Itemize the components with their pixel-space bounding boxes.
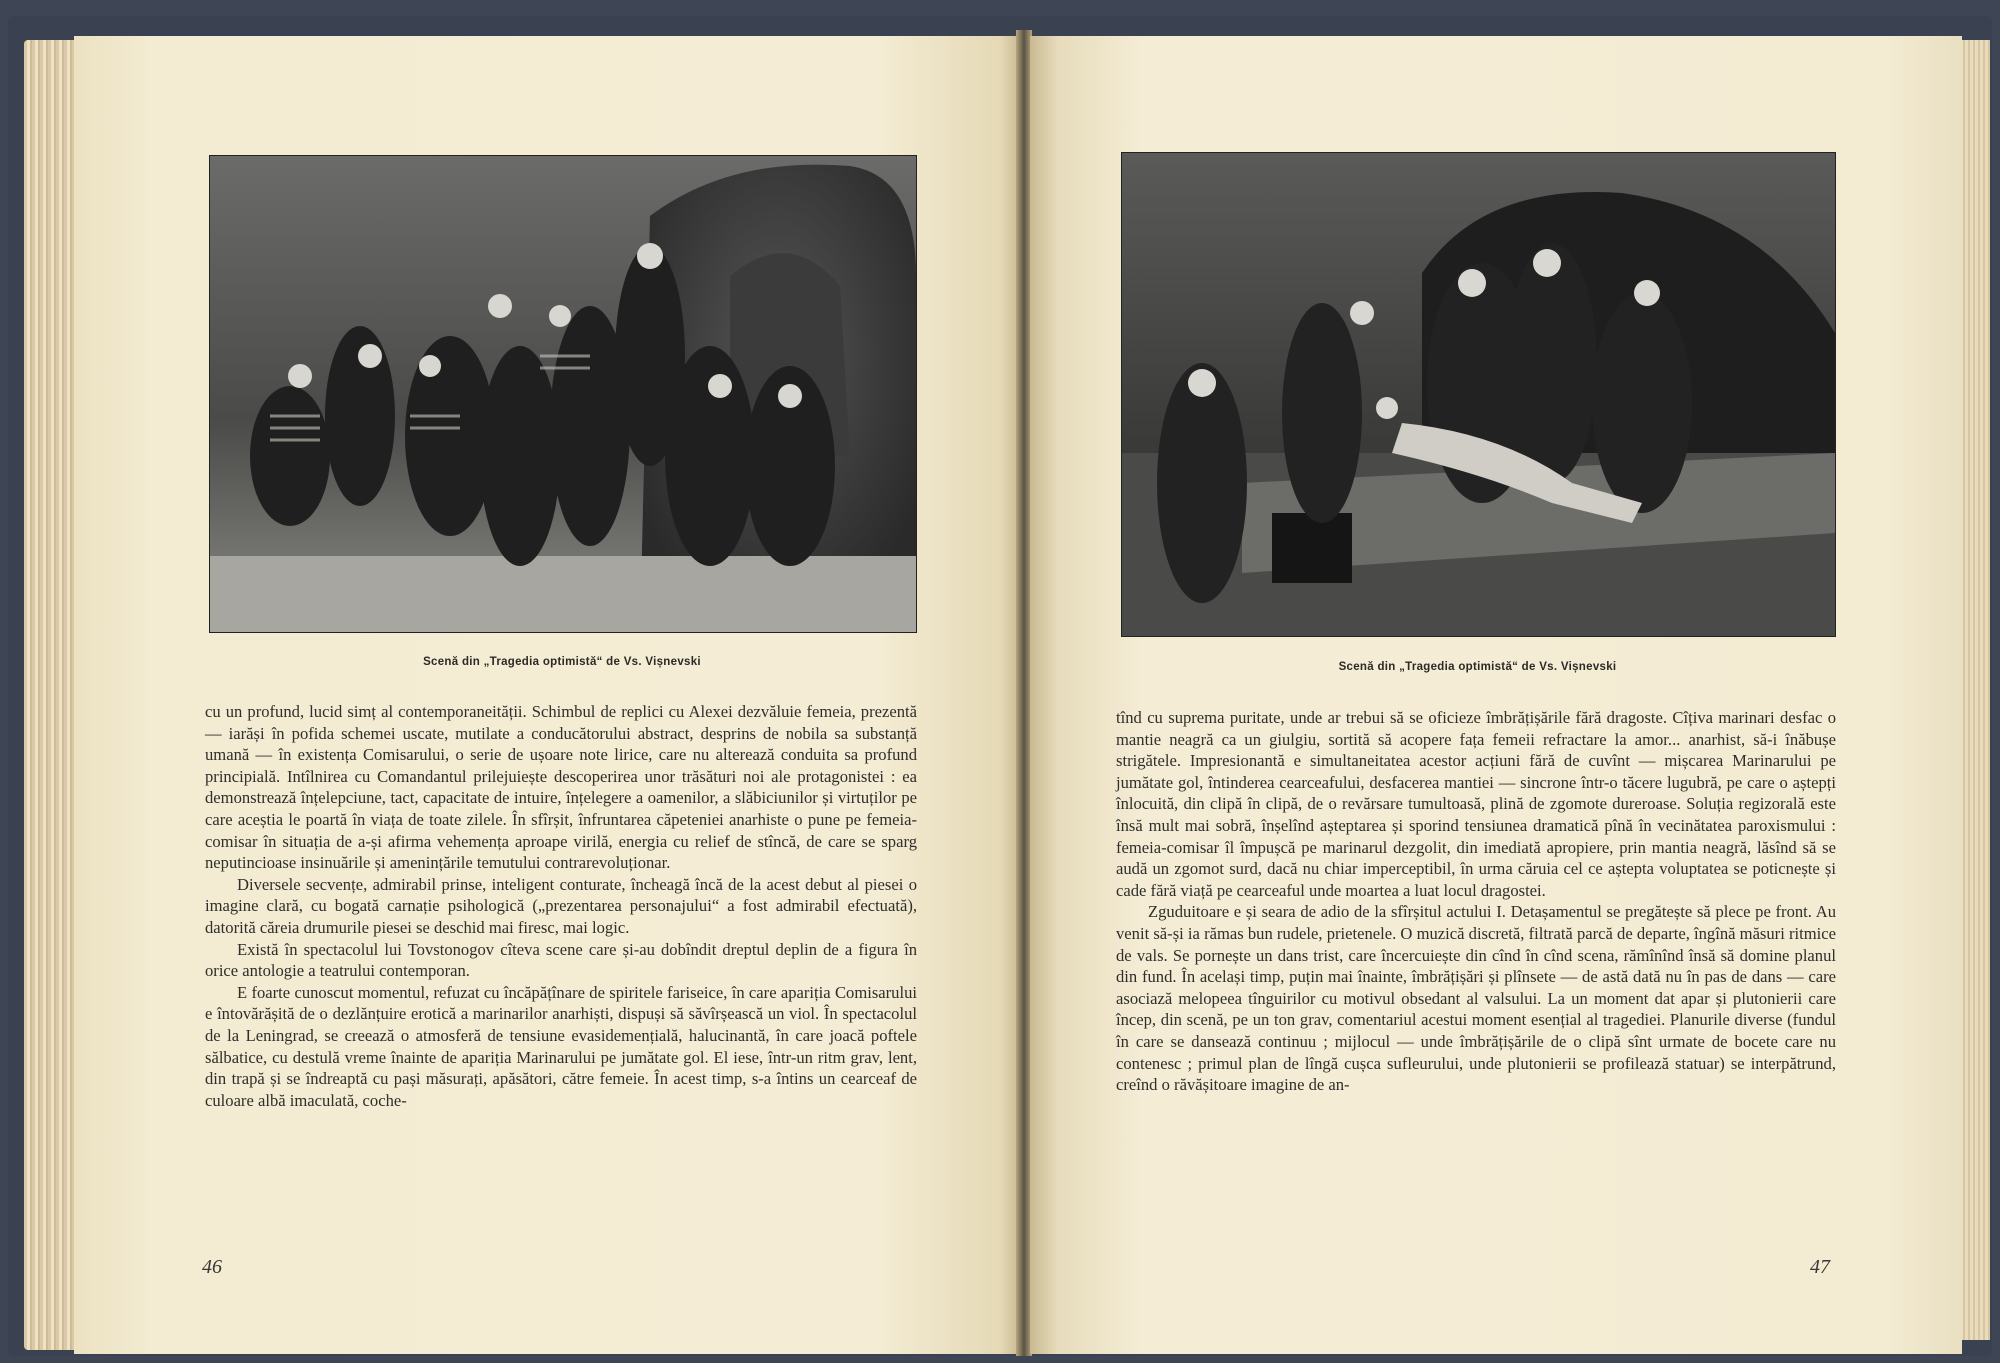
left-paragraph-2: Diversele secvențe, admirabil prinse, inteligent conturate, încheagă încă de la acest debut al piesei o imagine clară, cu bogată carnație psihologică („prezentarea personajului“ a fost admirabil efectuată), datorită căreia drumurile piesei se deschid mai firesc, mai logic.: [205, 874, 917, 937]
right-photo-caption: Scenă din „Tragedia optimistă“ de Vs. Vișnevski: [1338, 661, 1617, 673]
right-paragraph-1: tînd cu suprema puritate, unde ar trebui să se oficieze îmbrățișările fără dragoste. Cîțiva marinari desfac o mantie neagră ca un giulgiu, sortită să acopere fața femeii refractare la amor... anarhist, să-i înăbușe strigătele. Impresionantă e simultaneitatea acestor acțiuni fără de cuvînt — mișcarea Marinarului pe jumătate gol, întinderea cearceafului, desfacerea mantiei — sincrone într-o tăcere lugubră, pe care o aștepți înlocuită, din clipă în clipă, de o revărsare tumultoasă, plină de zgomote dureroase. Soluția regizorală este însă mult mai sobră, înșelînd așteptarea și sporind tensiunea dramatică pînă în vecinătatea paroxismului : femeia-comisar îl împușcă pe marinarul dezgolit, din imediată apropiere, prin mantia neagră, lăsînd să se audă un zgomot surd, dacă nu chiar imperceptibil, în urma căruia cel ce aștepta voluptatea se poticnește și cade fără viață pe cearceaful unde moartea a luat locul dragostei.: [1116, 708, 1836, 900]
page-edges-left: [24, 40, 78, 1350]
left-page-number: 46: [202, 1256, 222, 1278]
right-paragraph-2: Zguduitoare e și seara de adio de la sfîrșitul actului I. Detașamentul se pregătește să plece pe front. Au venit să-și ia rămas bun rudele, prietenele. O muzică discretă, filtrată parcă de departe, îngînă măsuri ritmice de vals. Se pornește un dans trist, care încercuiește din cînd în cînd scena, rămînînd însă să domine planul din fund. În același timp, puțin mai înainte, îmbrățișări și plînsete — de astă dată nu în pas de dans — care asociază melopeea tînguirilor cu motivul obsedant al valsului. La un moment dat apar și plutonierii care încep, din scenă, pe un ton grav, comentariul acestui moment esențial al tragediei. Planurile diverse (fundul în care se dansează continuu ; mijlocul — unde îmbrățișările de o clipă sînt urmate de bocete care nu contenesc ; primul plan de lîngă cușca sufleurului, unde plutonierii se profilează statuar) se interpătrund, creînd o răvășitoare imagine de an-: [1116, 902, 1836, 1095]
left-page-body: [205, 701, 917, 1111]
left-paragraph-4: E foarte cunoscut momentul, refuzat cu încăpățînare de spiritele fariseice, în care apariția Comisarului e întovărășită de o dezlănțuire erotică a marinarilor anarhiști, dispuși să săvîrșească un viol. În spectacolul de la Leningrad, se creează o atmosferă de tensiune evasidemențială, halucinantă, în care joacă poftele sălbatice, cu destulă vreme înainte de apariția Marinarului pe jumătate gol. El iese, într-un ritm grav, lent, din trapă și se îndreaptă cu pași măsurați, apăsători, către femeie. În acest timp, s-a întins un cearceaf de culoare albă imaculată, coche-: [205, 982, 917, 1110]
left-photo-caption: Scenă din „Tragedia optimistă“ de Vs. Vișnevski: [423, 656, 701, 668]
right-page-body: [1116, 707, 1836, 1096]
right-page-number: 47: [1810, 1256, 1830, 1278]
left-paragraph-1: cu un profund, lucid simț al contemporaneității. Schimbul de replici cu Alexei dezvăluie femeia, prezentă — iarăși în pofida schemei uscate, mutilate a conducătorului abstract, desprins de nobila sa substanță umană — în existența Comisarului, o serie de ușoare note lirice, care nu alterează conduita sa profund principială. Intîlnirea cu Comandantul prilejuiește descoperirea unor trăsături noi ale protagonistei : ea demonstrează înțelepciune, tact, capacitate de intuire, înțelegere a oamenilor, a slăbiciunilor și virtuților pe care aceștia le poartă în viața de toate zilele. În sfîrșit, înfruntarea căpeteniei anarhiste o pune pe femeia-comisar în situația de a-și afirma vehemența aproape virilă, energia cu relief de stîncă, de care se sparg neputincioase insinuările și amenințările temutului contrarevoluționar.: [205, 702, 917, 873]
left-page-photo: [209, 155, 917, 633]
right-page-photo: [1121, 152, 1836, 637]
left-paragraph-3: Există în spectacolul lui Tovstonogov cîteva scene care și-au dobîndit dreptul deplin de a figura în orice antologie a teatrului contemporan.: [205, 939, 917, 981]
page-edges-right: [1960, 40, 1990, 1340]
